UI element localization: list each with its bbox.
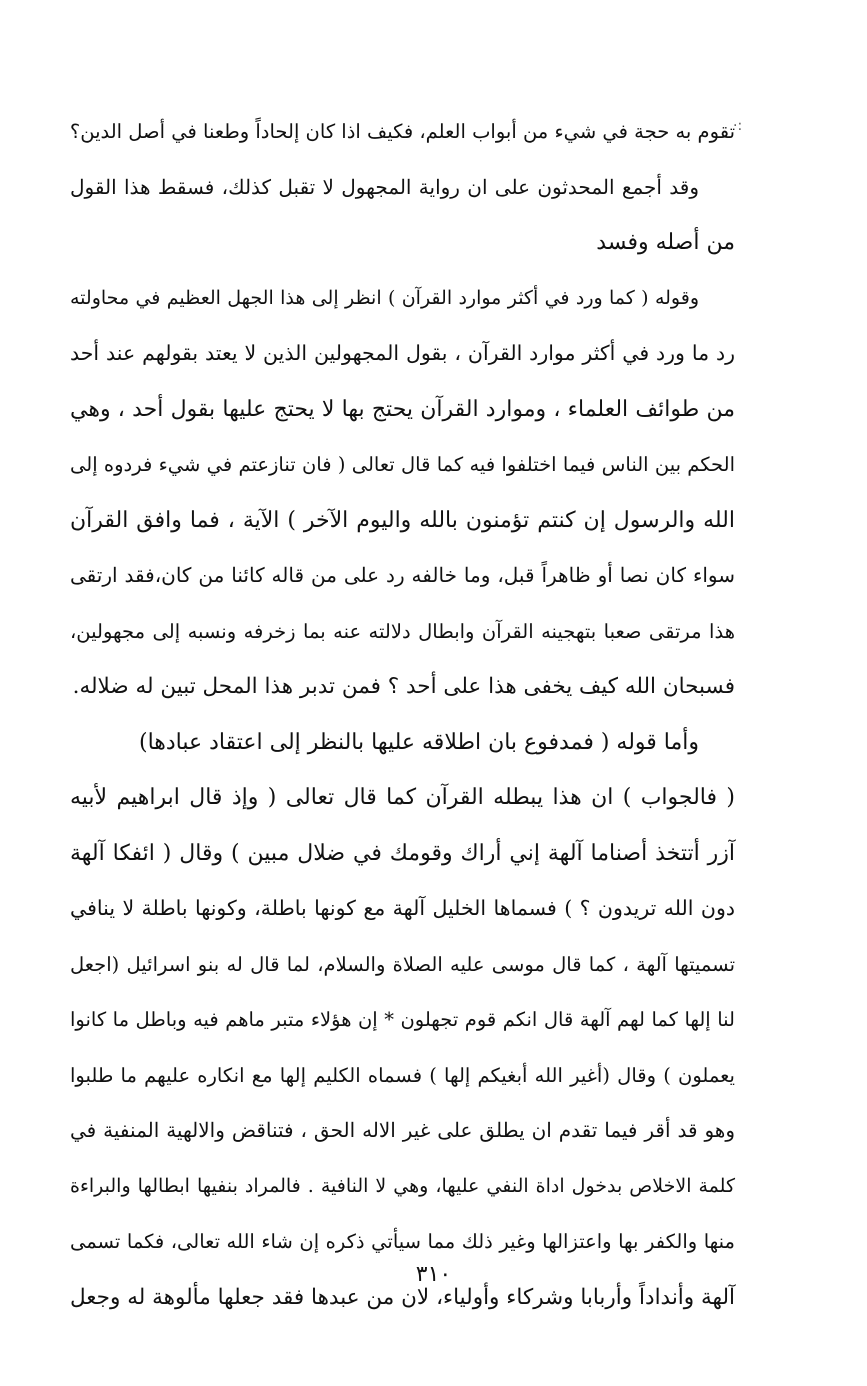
text-line-17: لنا إلها كما لهم آلهة قال انكم قوم تجهلون * إن هؤلاء متبر ماهم فيه وباطل ما كانوا	[70, 1008, 735, 1031]
text-line-13: ( فالجواب ) ان هذا يبطله القرآن كما قال تعالى ( وإذ قال ابراهيم لأبيه	[70, 785, 735, 810]
page-number: ٣١٠	[415, 1262, 452, 1287]
text-line-4: وقوله ( كما ورد في أكثر موارد القرآن ) انظر إلى هذا الجهل العظيم في محاولته	[70, 286, 699, 309]
text-line-1: تقوم به حجة في شيء من أبواب العلم، فكيف اذا كان إلحاداً وطعنا في أصل الدين؟	[69, 120, 735, 143]
text-line-14: آزر أتتخذ أصناما آلهة إني أراك وقومك في ضلال مبين ) وقال ( ائفكا آلهة	[70, 840, 735, 866]
text-line-19: وهو قد أقر فيما تقدم ان يطلق على غير الاله الحق ، فتناقض والالهية المنفية في	[70, 1118, 735, 1142]
text-line-7: الحكم بين الناس فيما اختلفوا فيه كما قال تعالى ( فان تنازعتم في شيء فردوه إلى	[70, 453, 735, 476]
text-line-6: من طوائف العلماء ، وموارد القرآن يحتج بها لا يحتج عليها بقول أحد ، وهي	[70, 396, 735, 422]
text-line-9: سواء كان نصا أو ظاهراً قبل، وما خالفه رد على من قاله كائنا من كان،فقد ارتقى	[70, 563, 735, 587]
text-line-3: من أصله وفسد	[596, 230, 735, 255]
text-line-20: كلمة الاخلاص بدخول اداة النفي عليها، وهي لا النافية . فالمراد بنفيها ابطالها والبراءة	[70, 1174, 735, 1197]
text-line-2: وقد أجمع المحدثون على ان رواية المجهول لا تقبل كذلك، فسقط هذا القول	[70, 174, 699, 199]
page-body-text	[70, 104, 735, 1325]
text-line-21: منها والكفر بها واعتزالها وغير ذلك مما سيأتي ذكره إن شاء الله تعالى، فكما تسمى	[70, 1230, 735, 1253]
text-line-10: هذا مرتقى صعبا بتهجينه القرآن وابطال دلالته عنه بما زخرفه ونسبه إلى مجهولين،	[70, 619, 735, 643]
text-line-16: تسميتها آلهة ، كما قال موسى عليه الصلاة والسلام، لما قال له بنو اسرائيل (اجعل	[70, 952, 735, 976]
text-line-12: وأما قوله ( فمدفوع بان اطلاقه عليها بالنظر إلى اعتقاد عبادها)	[138, 729, 699, 755]
text-line-11: فسبحان الله كيف يخفى هذا على أحد ؟ فمن تدبر هذا المحل تبين له ضلاله.	[72, 674, 735, 699]
text-line-18: يعملون ) وقال (أغير الله أبغيكم إلها ) فسماه الكليم إلها مع انكاره عليهم ما طلبوا	[70, 1063, 735, 1087]
text-line-15: دون الله تريدون ؟ ) فسماها الخليل آلهة مع كونها باطلة، وكونها باطلة لا ينافي	[70, 896, 735, 920]
text-line-5: رد ما ورد في أكثر موارد القرآن ، بقول المجهولين الذين لا يعتد بقولهم عند أحد	[70, 341, 735, 365]
text-line-8: الله والرسول إن كنتم تؤمنون بالله واليوم الآخر ) الآية ، فما وافق القرآن	[70, 507, 735, 533]
margin-mark: ·:	[733, 118, 743, 134]
text-line-22: آلهة وأنداداً وأربابا وشركاء وأولياء، لان من عبدها فقد جعلها مألوهة له وجعل	[70, 1284, 735, 1310]
